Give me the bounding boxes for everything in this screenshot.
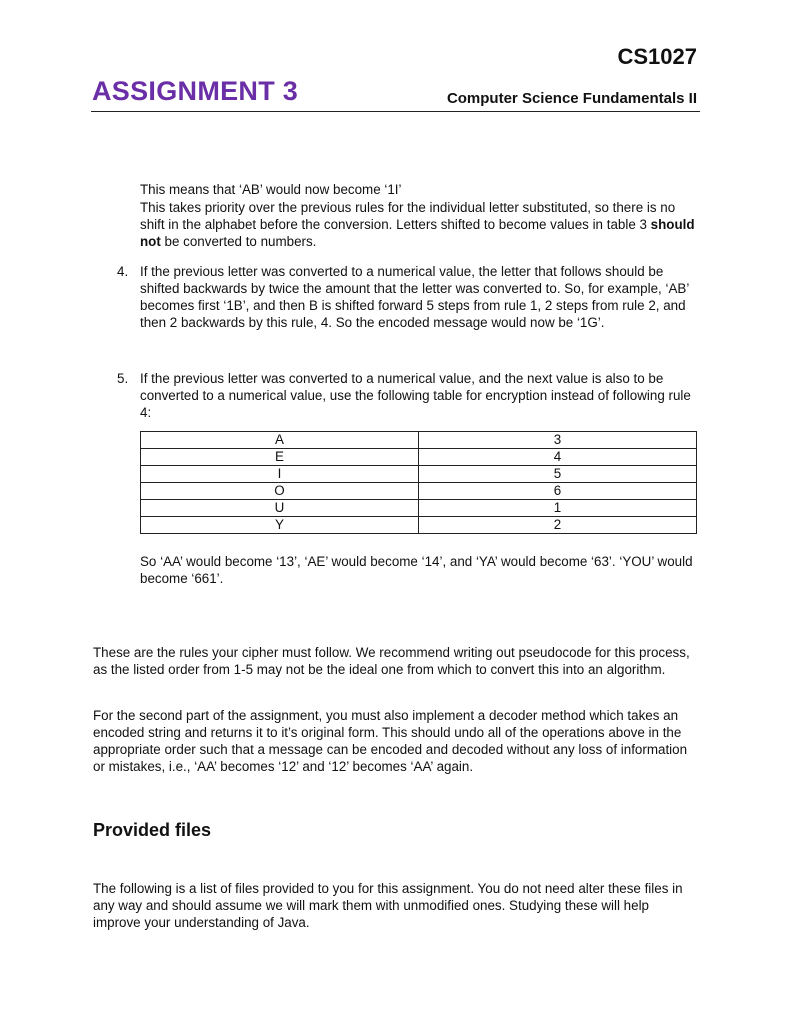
- decoder-paragraph: For the second part of the assignment, you must also implement a decoder method which takes an encoded string and returns it to it’s original form. This should undo all of the operations above in the appropriate order such that a message can be encoded and decoded without any loss of information or mistakes, i.e., ‘AA’ becomes ‘12’ and ‘12’ becomes ‘AA’ again.: [93, 708, 688, 774]
- table-row: [141, 449, 697, 466]
- table-cell-letter: I: [141, 466, 419, 483]
- course-code: CS1027: [617, 44, 697, 69]
- table-cell-value: 6: [419, 483, 697, 500]
- rule5-number: 5.: [117, 371, 129, 386]
- assignment-title: ASSIGNMENT 3: [92, 76, 299, 106]
- table-row: [141, 483, 697, 500]
- table-cell-letter: U: [141, 500, 419, 517]
- continuation-end: be converted to numbers.: [160, 234, 317, 249]
- table-example-text: So ‘AA’ would become ‘13’, ‘AE’ would become ‘14’, and ‘YA’ would become ‘63’. ‘YOU’ would become ‘661’.: [140, 554, 693, 586]
- table-row: [141, 500, 697, 517]
- section-heading: Provided files: [93, 820, 212, 840]
- table-cell-letter: E: [141, 449, 419, 466]
- table-cell-value: 5: [419, 466, 697, 483]
- continuation-text: This takes priority over the previous rules for the individual letter substituted, so there is no shift in the alphabet before the conversion. Letters shifted to become values in table 3: [140, 200, 676, 232]
- table-row: [141, 517, 697, 534]
- table-cell-letter: Y: [141, 517, 419, 534]
- rule5-text: If the previous letter was converted to a numerical value, and the next value is also to be converted to a numerical value, use the following table for encryption instead of following rule 4:: [140, 371, 691, 420]
- table-cell-value: 3: [419, 432, 697, 449]
- files-paragraph: The following is a list of files provided to you for this assignment. You do not need alter these files in any way and should assume we will mark them with unmodified ones. Studying these will help improve your understanding of Java.: [93, 881, 683, 930]
- course-name: Computer Science Fundamentals II: [446, 90, 697, 107]
- table-row: [141, 432, 697, 449]
- cipher-table: [140, 431, 697, 534]
- table-cell-value: 4: [419, 449, 697, 466]
- table-cell-value: 1: [419, 500, 697, 517]
- continuation-paragraph: [140, 199, 700, 250]
- table-row: [141, 466, 697, 483]
- continuation-bold: should not: [140, 217, 695, 249]
- header-rule: [91, 111, 700, 112]
- rules-paragraph: These are the rules your cipher must follow. We recommend writing out pseudocode for this process, as the listed order from 1-5 may not be the ideal one from which to convert this into an algorithm.: [93, 645, 690, 677]
- rule4-text: If the previous letter was converted to a numerical value, the letter that follows should be shifted backwards by twice the amount that the letter was converted to. So, for example, ‘AB’ becomes first ‘1B’, and then B is shifted forward 5 steps from rule 1, 2 steps from rule 2, and then 2 backwards by this rule, 4. So the encoded message would now be ‘1G’.: [140, 264, 689, 330]
- rule4-number: 4.: [117, 264, 129, 279]
- table-cell-value: 2: [419, 517, 697, 534]
- table-cell-letter: O: [141, 483, 419, 500]
- continuation-line1: This means that ‘AB’ would now become ‘1I’: [140, 182, 402, 197]
- table-cell-letter: A: [141, 432, 419, 449]
